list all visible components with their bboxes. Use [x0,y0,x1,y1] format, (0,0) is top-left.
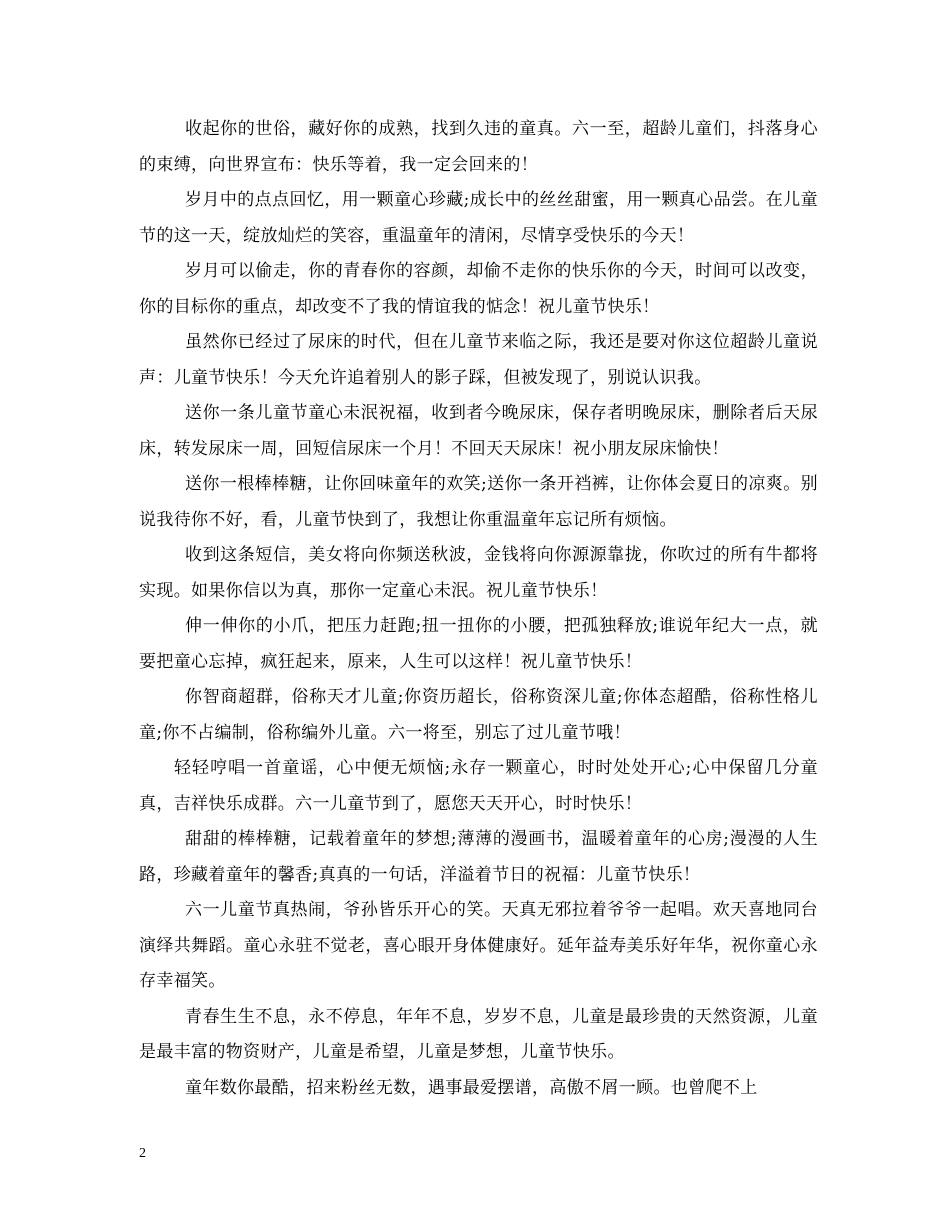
paragraph: 你智商超群，俗称天才儿童;你资历超长，俗称资深儿童;你体态超酷，俗称性格儿童;你不占编制，俗称编外儿童。六一将至，别忘了过儿童节哦！ [139,687,818,743]
paragraph: 送你一条儿童节童心未泯祝福，收到者今晚尿床，保存者明晚尿床，删除者后天尿床，转发尿床一周，回短信尿床一个月！不回天天尿床！祝小朋友尿床愉快！ [139,403,818,459]
paragraph: 收到这条短信，美女将向你频送秋波，金钱将向你源源靠拢，你吹过的所有牛都将实现。如果你信以为真，那你一定童心未泯。祝儿童节快乐！ [139,545,818,601]
paragraph: 轻轻哼唱一首童谣，心中便无烦恼;永存一颗童心，时时处处开心;心中保留几分童真，吉祥快乐成群。六一儿童节到了，愿您天天开心，时时快乐！ [139,758,818,814]
document-body [139,112,818,1106]
paragraph: 六一儿童节真热闹，爷孙皆乐开心的笑。天真无邪拉着爷爷一起唱。欢天喜地同台演绎共舞蹈。童心永驻不觉老，喜心眼开身体健康好。延年益寿美乐好年华，祝你童心永存幸福笑。 [139,900,818,991]
paragraph: 青春生生不息，永不停息，年年不息，岁岁不息，儿童是最珍贵的天然资源，儿童是最丰富的物资财产，儿童是希望，儿童是梦想，儿童节快乐。 [139,1006,818,1062]
page-number: 2 [139,1146,146,1161]
paragraph: 收起你的世俗，藏好你的成熟，找到久违的童真。六一至，超龄儿童们，抖落身心的束缚，向世界宣布：快乐等着，我一定会回来的！ [139,119,818,175]
paragraph: 岁月可以偷走，你的青春你的容颜，却偷不走你的快乐你的今天，时间可以改变，你的目标你的重点，却改变不了我的情谊我的惦念！祝儿童节快乐！ [139,261,818,317]
paragraph: 虽然你已经过了尿床的时代，但在儿童节来临之际，我还是要对你这位超龄儿童说声：儿童节快乐！今天允许追着别人的影子踩，但被发现了，别说认识我。 [139,332,818,388]
paragraph: 岁月中的点点回忆，用一颗童心珍藏;成长中的丝丝甜蜜，用一颗真心品尝。在儿童节的这一天，绽放灿烂的笑容，重温童年的清闲，尽情享受快乐的今天！ [139,190,818,246]
paragraph: 伸一伸你的小爪，把压力赶跑;扭一扭你的小腰，把孤独释放;谁说年纪大一点，就要把童心忘掉，疯狂起来，原来，人生可以这样！祝儿童节快乐！ [139,616,818,672]
paragraph: 童年数你最酷，招来粉丝无数，遇事最爱摆谱，高傲不屑一顾。也曾爬不上 [185,1077,758,1098]
paragraph: 甜甜的棒棒糖，记载着童年的梦想;薄薄的漫画书，温暖着童年的心房;漫漫的人生路，珍藏着童年的馨香;真真的一句话，洋溢着节日的祝福：儿童节快乐！ [139,829,818,885]
paragraph: 送你一根棒棒糖，让你回味童年的欢笑;送你一条开裆裤，让你体会夏日的凉爽。别说我待你不好，看，儿童节快到了，我想让你重温童年忘记所有烦恼。 [139,474,818,530]
